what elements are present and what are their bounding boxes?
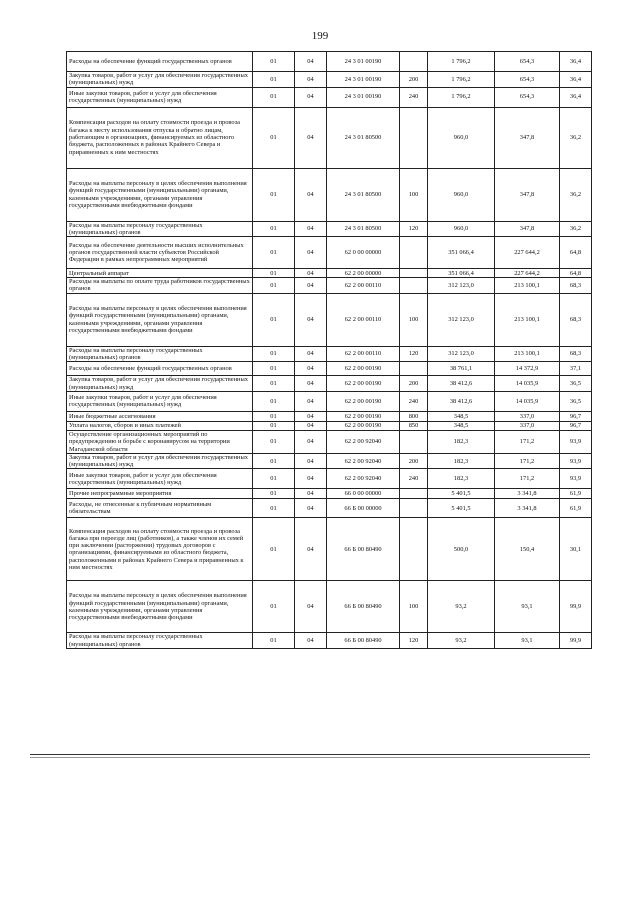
cell-pr: 04	[295, 391, 327, 411]
table-row	[67, 269, 592, 278]
cell-name: Закупка товаров, работ и услуг для обеспечения государственных (муниципальных) нужд	[67, 72, 253, 88]
cell-pct: 36,4	[560, 72, 592, 88]
cell-csr: 62 2 00 00190	[327, 411, 400, 421]
cell-vr: 200	[400, 376, 428, 392]
cell-rz: 01	[253, 107, 295, 168]
cell-pr: 04	[295, 376, 327, 392]
cell-name: Расходы на обеспечение функций государственных органов	[67, 362, 253, 376]
cell-csr: 24 3 01 80500	[327, 107, 400, 168]
cell-pct: 36,2	[560, 221, 592, 237]
cell-vr	[400, 107, 428, 168]
cell-fact: 14 372,9	[495, 362, 560, 376]
cell-vr: 200	[400, 453, 428, 469]
cell-vr	[400, 518, 428, 581]
cell-pr: 04	[295, 421, 327, 430]
cell-fact: 337,0	[495, 421, 560, 430]
table-row	[67, 221, 592, 237]
cell-csr: 24 3 01 00190	[327, 87, 400, 107]
cell-pct: 36,4	[560, 52, 592, 72]
cell-csr: 66 0 00 00000	[327, 489, 400, 499]
cell-plan: 5 401,5	[428, 489, 495, 499]
cell-rz: 01	[253, 168, 295, 221]
cell-rz: 01	[253, 278, 295, 294]
cell-name: Закупка товаров, работ и услуг для обеспечения государственных (муниципальных) нужд	[67, 376, 253, 392]
cell-pct: 36,4	[560, 87, 592, 107]
cell-csr: 62 2 00 92040	[327, 469, 400, 489]
cell-name: Расходы на обеспечение деятельности высших исполнительных органов государственной власти субъектов Российской Федерации в рамках непрограммных мероприятий	[67, 237, 253, 269]
cell-rz: 01	[253, 411, 295, 421]
cell-vr: 240	[400, 391, 428, 411]
cell-pr: 04	[295, 72, 327, 88]
cell-vr: 240	[400, 87, 428, 107]
cell-plan: 348,5	[428, 421, 495, 430]
cell-pr: 04	[295, 293, 327, 346]
table-row	[67, 52, 592, 72]
cell-name: Закупка товаров, работ и услуг для обеспечения государственных (муниципальных) нужд	[67, 453, 253, 469]
cell-plan: 1 796,2	[428, 72, 495, 88]
cell-pr: 04	[295, 278, 327, 294]
cell-plan: 312 123,0	[428, 346, 495, 362]
cell-csr: 24 3 01 00190	[327, 52, 400, 72]
cell-name: Расходы на обеспечение функций государственных органов	[67, 52, 253, 72]
cell-plan: 182,3	[428, 430, 495, 453]
cell-fact: 654,3	[495, 72, 560, 88]
cell-plan: 960,0	[428, 107, 495, 168]
cell-name: Иные бюджетные ассигнования	[67, 411, 253, 421]
cell-pr: 04	[295, 221, 327, 237]
cell-csr: 62 2 00 00190	[327, 376, 400, 392]
cell-plan: 93,2	[428, 581, 495, 633]
cell-vr: 800	[400, 411, 428, 421]
table-row	[67, 581, 592, 633]
cell-plan: 38 412,6	[428, 391, 495, 411]
cell-plan: 960,0	[428, 168, 495, 221]
cell-pct: 36,2	[560, 107, 592, 168]
cell-pr: 04	[295, 518, 327, 581]
cell-fact: 3 341,8	[495, 499, 560, 518]
cell-fact: 213 100,1	[495, 346, 560, 362]
cell-name: Иные закупки товаров, работ и услуг для обеспечения государственных (муниципальных) нужд	[67, 469, 253, 489]
cell-name: Осуществление организационных мероприятий по предупреждению и борьбе с коронавирусом на территории Магаданской области	[67, 430, 253, 453]
cell-plan: 312 123,0	[428, 293, 495, 346]
cell-vr: 100	[400, 581, 428, 633]
cell-rz: 01	[253, 518, 295, 581]
cell-pct: 64,8	[560, 269, 592, 278]
cell-rz: 01	[253, 269, 295, 278]
cell-pct: 68,3	[560, 346, 592, 362]
table-row	[67, 499, 592, 518]
cell-pr: 04	[295, 346, 327, 362]
cell-fact: 654,3	[495, 87, 560, 107]
cell-pr: 04	[295, 489, 327, 499]
cell-fact: 654,3	[495, 52, 560, 72]
cell-name: Расходы на выплаты персоналу в целях обеспечения выполнения функций государственными (муниципальными) органами, казенными учреждениями, органами управления государственными внебюджетными фондами	[67, 581, 253, 633]
cell-rz: 01	[253, 581, 295, 633]
cell-pr: 04	[295, 581, 327, 633]
cell-fact: 347,8	[495, 168, 560, 221]
table-row	[67, 362, 592, 376]
table-row	[67, 87, 592, 107]
cell-csr: 62 2 00 92040	[327, 453, 400, 469]
cell-pct: 96,7	[560, 421, 592, 430]
cell-vr: 240	[400, 469, 428, 489]
cell-pr: 04	[295, 168, 327, 221]
cell-rz: 01	[253, 346, 295, 362]
cell-fact: 213 100,1	[495, 293, 560, 346]
cell-pct: 37,1	[560, 362, 592, 376]
cell-vr	[400, 362, 428, 376]
cell-rz: 01	[253, 499, 295, 518]
cell-pct: 93,9	[560, 453, 592, 469]
table-row	[67, 278, 592, 294]
cell-vr	[400, 237, 428, 269]
cell-fact: 171,2	[495, 430, 560, 453]
footer-rule-thin	[30, 757, 590, 758]
cell-rz: 01	[253, 489, 295, 499]
cell-pr: 04	[295, 362, 327, 376]
cell-pct: 93,9	[560, 469, 592, 489]
cell-plan: 38 761,1	[428, 362, 495, 376]
table-row	[67, 633, 592, 649]
table-body	[67, 52, 592, 649]
cell-fact: 93,1	[495, 581, 560, 633]
cell-pct: 61,9	[560, 489, 592, 499]
cell-name: Расходы на выплаты персоналу государственных (муниципальных) органов	[67, 633, 253, 649]
cell-rz: 01	[253, 362, 295, 376]
cell-vr	[400, 278, 428, 294]
cell-fact: 227 644,2	[495, 269, 560, 278]
cell-pr: 04	[295, 107, 327, 168]
cell-pr: 04	[295, 469, 327, 489]
cell-pct: 36,5	[560, 391, 592, 411]
cell-rz: 01	[253, 453, 295, 469]
cell-vr	[400, 489, 428, 499]
table-row	[67, 293, 592, 346]
cell-pr: 04	[295, 52, 327, 72]
table-row	[67, 107, 592, 168]
cell-fact: 347,8	[495, 107, 560, 168]
cell-fact: 93,1	[495, 633, 560, 649]
cell-rz: 01	[253, 221, 295, 237]
cell-vr: 100	[400, 168, 428, 221]
cell-pct: 93,9	[560, 430, 592, 453]
cell-csr: 62 2 00 00110	[327, 293, 400, 346]
cell-vr	[400, 269, 428, 278]
cell-rz: 01	[253, 293, 295, 346]
cell-fact: 3 341,8	[495, 489, 560, 499]
cell-vr: 100	[400, 293, 428, 346]
cell-name: Расходы на выплаты персоналу государственных (муниципальных) органов	[67, 346, 253, 362]
cell-pr: 04	[295, 453, 327, 469]
cell-pct: 96,7	[560, 411, 592, 421]
cell-csr: 66 Б 00 00000	[327, 499, 400, 518]
cell-rz: 01	[253, 52, 295, 72]
cell-fact: 150,4	[495, 518, 560, 581]
cell-plan: 351 066,4	[428, 269, 495, 278]
cell-csr: 62 2 00 00190	[327, 421, 400, 430]
table-row	[67, 453, 592, 469]
cell-vr	[400, 499, 428, 518]
cell-fact: 337,0	[495, 411, 560, 421]
cell-csr: 62 2 00 00190	[327, 362, 400, 376]
cell-name: Прочие непрограммные мероприятия	[67, 489, 253, 499]
budget-table	[66, 51, 592, 649]
cell-pr: 04	[295, 633, 327, 649]
table-row	[67, 72, 592, 88]
cell-pct: 36,2	[560, 168, 592, 221]
cell-csr: 66 Б 00 80490	[327, 518, 400, 581]
cell-rz: 01	[253, 469, 295, 489]
cell-csr: 62 2 00 00190	[327, 391, 400, 411]
table-row	[67, 421, 592, 430]
cell-fact: 227 644,2	[495, 237, 560, 269]
cell-csr: 24 3 01 80500	[327, 221, 400, 237]
cell-name: Компенсация расходов на оплату стоимости проезда и провоза багажа к месту использования отпуска и обратно лицам, работающим в организациях, финансируемых из областного бюджета, расположенных в районах Крайнего Севера и приравненных к ним местностях	[67, 107, 253, 168]
cell-pct: 99,9	[560, 633, 592, 649]
cell-csr: 62 2 00 92040	[327, 430, 400, 453]
cell-name: Уплата налогов, сборов и иных платежей	[67, 421, 253, 430]
cell-vr: 120	[400, 633, 428, 649]
cell-pr: 04	[295, 269, 327, 278]
table-row	[67, 391, 592, 411]
table-row	[67, 376, 592, 392]
table-row	[67, 518, 592, 581]
cell-rz: 01	[253, 421, 295, 430]
cell-name: Расходы на выплаты персоналу в целях обеспечения выполнения функций государственными (муниципальными) органами, казенными учреждениями, органами управления государственными внебюджетными фондами	[67, 293, 253, 346]
cell-csr: 62 2 00 00110	[327, 346, 400, 362]
table-row	[67, 411, 592, 421]
cell-plan: 5 401,5	[428, 499, 495, 518]
cell-fact: 213 100,1	[495, 278, 560, 294]
cell-vr: 120	[400, 346, 428, 362]
cell-plan: 351 066,4	[428, 237, 495, 269]
table-row	[67, 489, 592, 499]
cell-name: Иные закупки товаров, работ и услуг для обеспечения государственных (муниципальных) нужд	[67, 391, 253, 411]
cell-pr: 04	[295, 237, 327, 269]
footer-rule	[30, 754, 590, 755]
cell-rz: 01	[253, 87, 295, 107]
cell-pr: 04	[295, 499, 327, 518]
cell-plan: 182,3	[428, 469, 495, 489]
cell-fact: 14 035,9	[495, 376, 560, 392]
cell-pct: 36,5	[560, 376, 592, 392]
cell-csr: 24 3 01 80500	[327, 168, 400, 221]
cell-name: Иные закупки товаров, работ и услуг для обеспечения государственных (муниципальных) нужд	[67, 87, 253, 107]
cell-vr: 120	[400, 221, 428, 237]
cell-rz: 01	[253, 430, 295, 453]
cell-rz: 01	[253, 72, 295, 88]
cell-csr: 66 Б 00 80490	[327, 581, 400, 633]
cell-pct: 64,8	[560, 237, 592, 269]
cell-plan: 1 796,2	[428, 52, 495, 72]
cell-name: Расходы на выплаты по оплате труда работников государственных органов	[67, 278, 253, 294]
cell-plan: 312 123,0	[428, 278, 495, 294]
cell-name: Компенсация расходов на оплату стоимости проезда и провоза багажа при переезде лиц (работников), а также членов их семей при заключении (расторжении) трудовых договоров с организациями, финансируемыми из областного бюджета, расположенными в районах Крайнего Севера и приравненных к ним местностях	[67, 518, 253, 581]
cell-vr	[400, 52, 428, 72]
cell-plan: 348,5	[428, 411, 495, 421]
cell-rz: 01	[253, 237, 295, 269]
cell-name: Расходы на выплаты персоналу в целях обеспечения выполнения функций государственными (муниципальными) органами, казенными учреждениями, органами управления государственными внебюджетными фондами	[67, 168, 253, 221]
cell-pr: 04	[295, 430, 327, 453]
cell-pr: 04	[295, 87, 327, 107]
cell-fact: 171,2	[495, 469, 560, 489]
table-row	[67, 346, 592, 362]
cell-csr: 24 3 01 00190	[327, 72, 400, 88]
cell-rz: 01	[253, 633, 295, 649]
cell-name: Расходы, не отнесенные к публичным нормативным обязательствам	[67, 499, 253, 518]
cell-fact: 171,2	[495, 453, 560, 469]
cell-pct: 61,9	[560, 499, 592, 518]
cell-pct: 30,1	[560, 518, 592, 581]
cell-csr: 62 2 00 00110	[327, 278, 400, 294]
cell-fact: 347,8	[495, 221, 560, 237]
cell-rz: 01	[253, 391, 295, 411]
cell-csr: 62 0 00 00000	[327, 237, 400, 269]
cell-csr: 62 2 00 00000	[327, 269, 400, 278]
cell-pr: 04	[295, 411, 327, 421]
cell-plan: 500,0	[428, 518, 495, 581]
cell-plan: 1 796,2	[428, 87, 495, 107]
table-row	[67, 237, 592, 269]
cell-pct: 99,9	[560, 581, 592, 633]
table-row	[67, 168, 592, 221]
cell-rz: 01	[253, 376, 295, 392]
cell-name: Центральный аппарат	[67, 269, 253, 278]
cell-plan: 38 412,6	[428, 376, 495, 392]
cell-plan: 960,0	[428, 221, 495, 237]
cell-plan: 182,3	[428, 453, 495, 469]
cell-fact: 14 035,9	[495, 391, 560, 411]
cell-name: Расходы на выплаты персоналу государственных (муниципальных) органов	[67, 221, 253, 237]
cell-pct: 68,3	[560, 293, 592, 346]
table-row	[67, 430, 592, 453]
cell-pct: 68,3	[560, 278, 592, 294]
cell-plan: 93,2	[428, 633, 495, 649]
cell-csr: 66 Б 00 80490	[327, 633, 400, 649]
cell-vr	[400, 430, 428, 453]
page-number: 199	[311, 30, 329, 42]
cell-vr: 850	[400, 421, 428, 430]
cell-vr: 200	[400, 72, 428, 88]
table-row	[67, 469, 592, 489]
